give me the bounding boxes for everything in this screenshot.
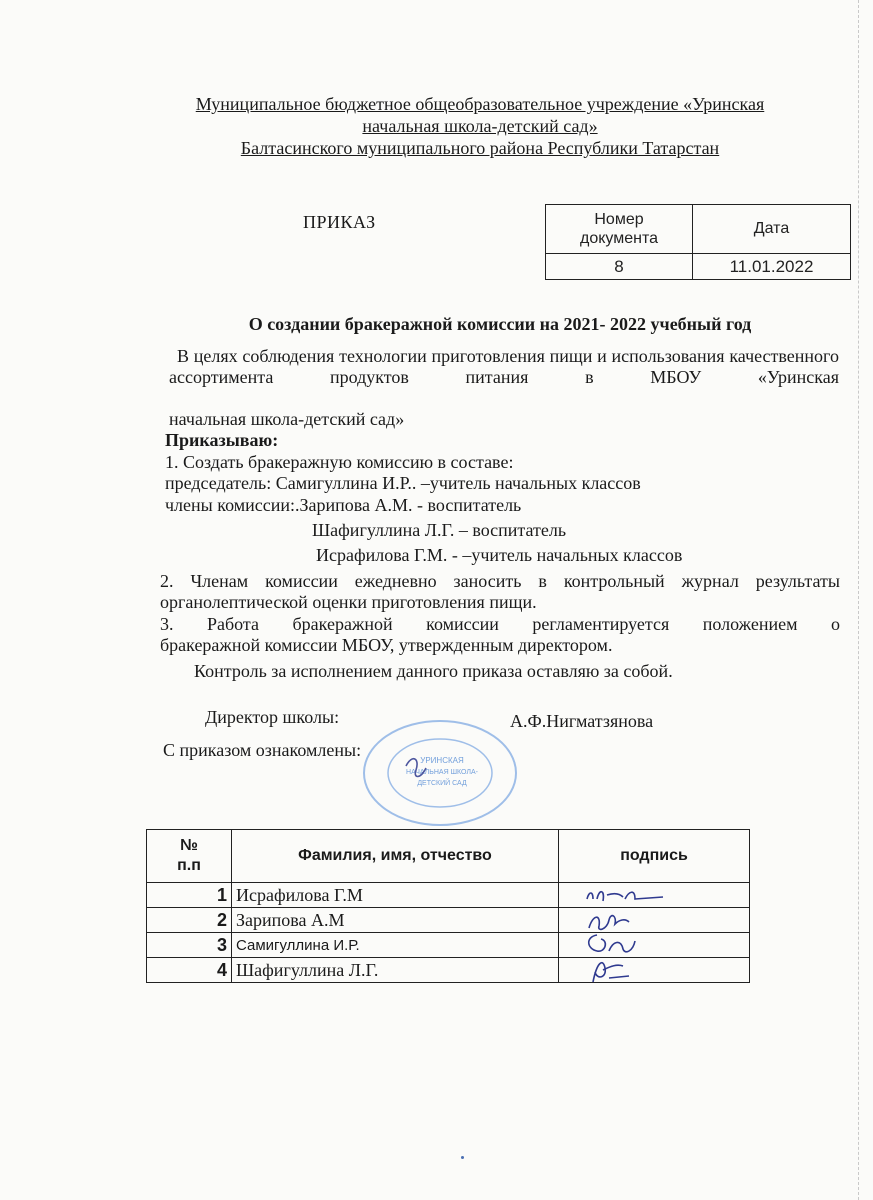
header-line-1: Муниципальное бюджетное общеобразовательное учреждение «Уринская xyxy=(195,94,765,114)
order-title: ПРИКАЗ xyxy=(303,212,376,232)
order-subject: О создании бракеражной комиссии на 2021- 2022 учебный год xyxy=(248,314,752,334)
doc-number-header-line1: Номер xyxy=(594,211,644,228)
director-name: А.Ф.Нигматзянова xyxy=(510,711,654,731)
intro-paragraph-last-line: начальная школа-детский сад» xyxy=(169,409,405,429)
page-edge-line xyxy=(858,0,859,1200)
item-3-line-2: бракеражной комиссии МБОУ, утвержденным директором. xyxy=(160,635,613,655)
stamp-text-1: УРИНСКАЯ xyxy=(420,756,464,765)
row-name: Исрафилова Г.М xyxy=(232,883,559,908)
document-number-table xyxy=(545,204,851,280)
table-row xyxy=(147,958,750,983)
row-name: Самигуллина И.Р. xyxy=(232,933,559,958)
row-signature xyxy=(559,958,750,983)
row-number: 3 xyxy=(147,933,232,958)
control-line: Контроль за исполнением данного приказа оставляю за собой. xyxy=(194,661,673,681)
members-line-2: Шафигуллина Л.Г. – воспитатель xyxy=(312,520,567,540)
members-line-1: члены комиссии:.Зарипова А.М. - воспитатель xyxy=(165,495,522,515)
chairman-line: председатель: Самигуллина И.Р.. –учитель начальных классов xyxy=(165,473,641,493)
school-stamp xyxy=(360,718,520,828)
signature-4 xyxy=(579,952,689,986)
acquainted-line: С приказом ознакомлены: xyxy=(163,740,362,760)
stamp-text-2: НАЧАЛЬНАЯ ШКОЛА- xyxy=(406,769,478,776)
item-2-line-1: 2. Членам комиссии ежедневно заносить в контрольный журнал результаты xyxy=(160,571,840,591)
stamp-text-3: ДЕТСКИЙ САД xyxy=(417,780,467,787)
doc-date-header: Дата xyxy=(693,205,851,254)
order-word: Приказываю: xyxy=(165,430,279,450)
doc-number-header xyxy=(546,205,693,254)
item-2-line-2: органолептической оценки приготовления пищи. xyxy=(160,592,537,612)
col-number-header-line2: п.п xyxy=(177,857,201,874)
col-number-header xyxy=(147,830,232,883)
col-name-header: Фамилия, имя, отчество xyxy=(232,830,559,883)
ink-dot xyxy=(461,1156,464,1159)
item-1: 1. Создать бракеражную комиссию в составе: xyxy=(165,452,514,472)
row-number: 2 xyxy=(147,908,232,933)
col-number-header-line1: № xyxy=(180,837,198,854)
doc-date-value: 11.01.2022 xyxy=(693,254,851,280)
row-name: Зарипова А.М xyxy=(232,908,559,933)
director-label: Директор школы: xyxy=(205,707,340,727)
doc-number-header-line2: документа xyxy=(579,230,658,247)
col-signature-header: подпись xyxy=(559,830,750,883)
intro-paragraph: В целях соблюдения технологии приготовления пищи и использования качественного ассортимента продуктов питания в МБОУ «Уринская xyxy=(169,346,839,387)
institution-header xyxy=(150,93,810,159)
item-3-line-1: 3. Работа бракеражной комиссии регламентируется положением о xyxy=(160,614,840,634)
header-line-3: Балтасинского муниципального района Республики Татарстан xyxy=(240,138,720,158)
row-number: 4 xyxy=(147,958,232,983)
doc-number-value: 8 xyxy=(546,254,693,280)
row-number: 1 xyxy=(147,883,232,908)
members-line-3: Исрафилова Г.М. - –учитель начальных классов xyxy=(316,545,683,565)
acquaintance-table xyxy=(146,829,750,983)
header-line-2: начальная школа-детский сад» xyxy=(362,116,598,136)
row-name: Шафигуллина Л.Г. xyxy=(232,958,559,983)
